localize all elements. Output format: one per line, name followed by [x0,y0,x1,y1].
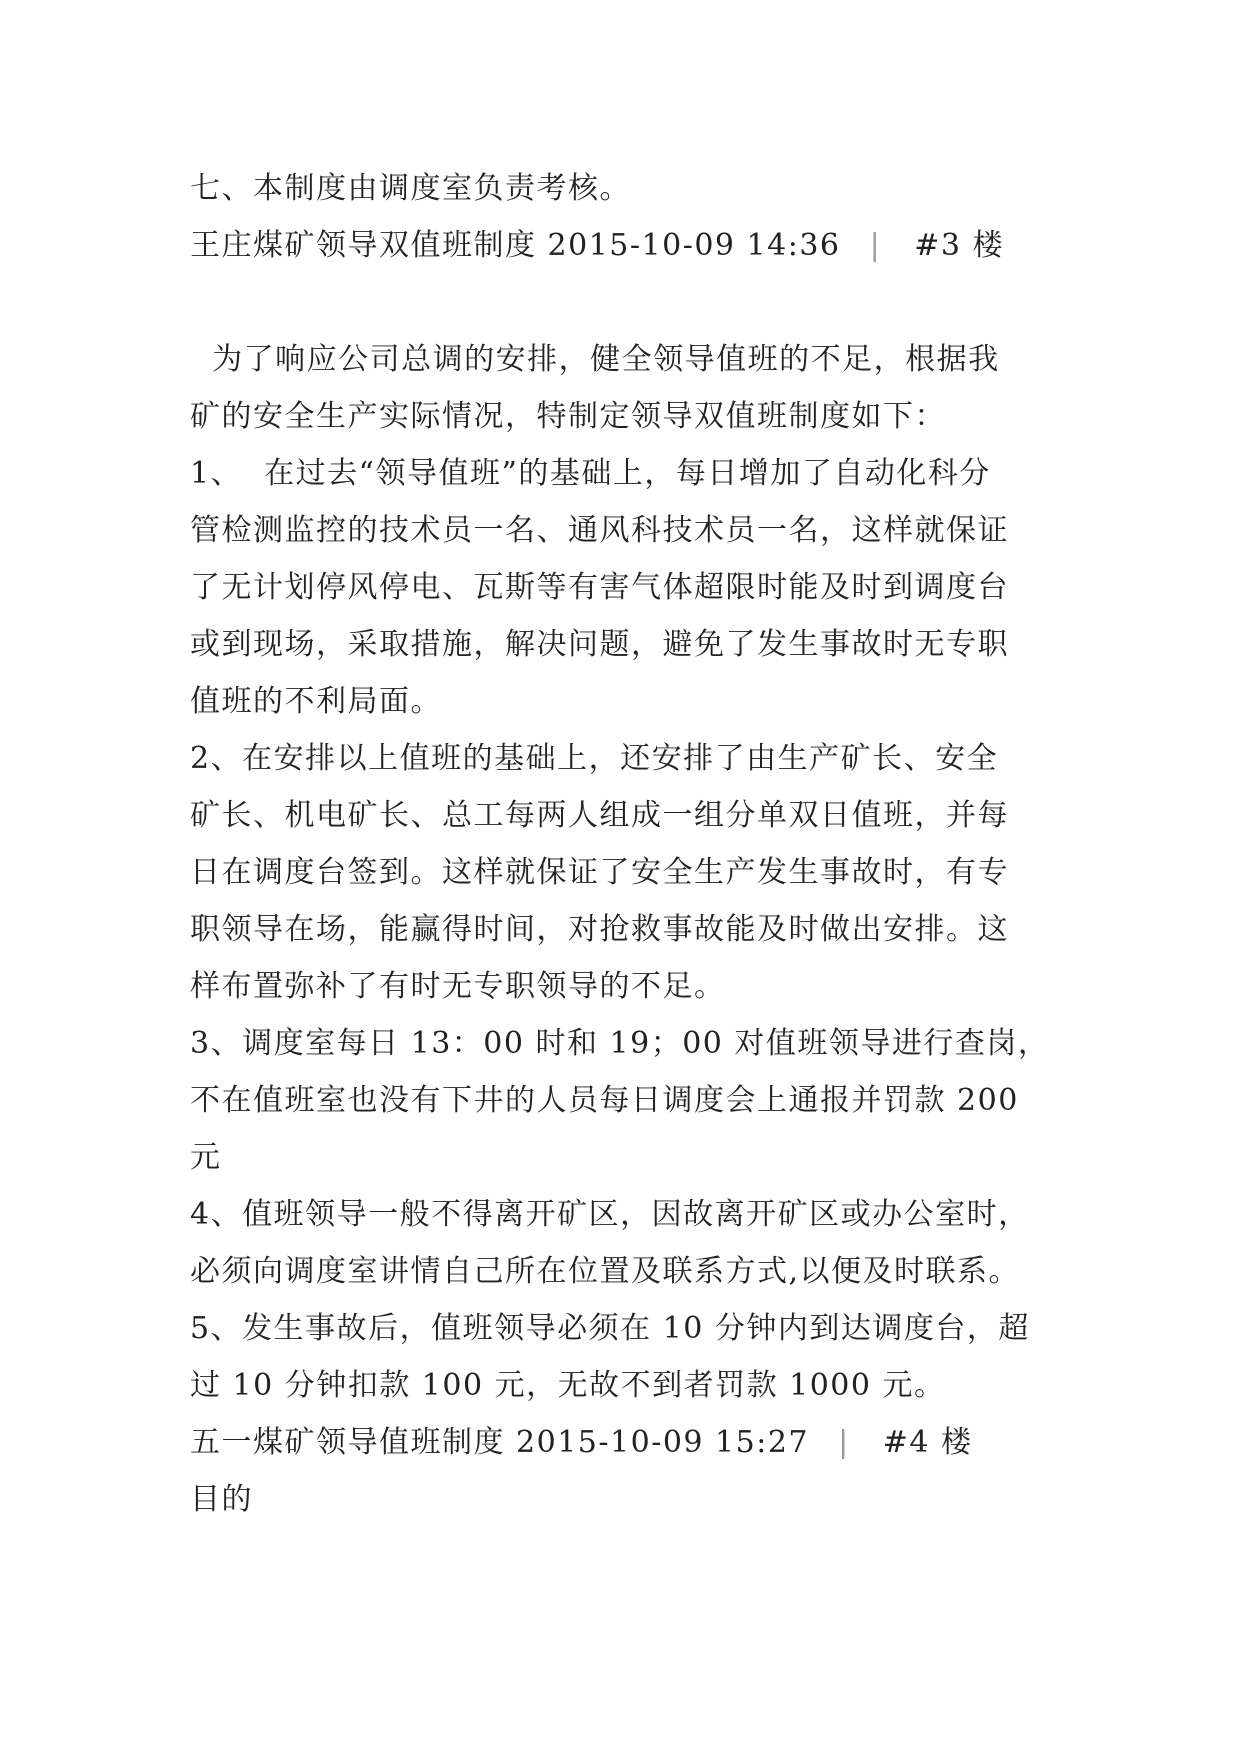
post-4-header [190,1414,1060,1471]
body-line: 日在调度台签到。这样就保证了安全生产发生事故时，有专 [190,855,1009,890]
rule-seven-line: 七、本制度由调度室负责考核。 [190,171,631,206]
body-line: 管检测监控的技术员一名、通风科技术员一名，这样就保证 [190,513,1009,548]
body-line: 2、在安排以上值班的基础上，还安排了由生产矿长、安全 [190,741,999,776]
body-line: 矿的安全生产实际情况，特制定领导双值班制度如下： [190,399,946,434]
body-line: 5、发生事故后，值班领导必须在 10 分钟内到达调度台，超 [190,1311,1030,1346]
body-line: 过 10 分钟扣款 100 元，无故不到者罚款 1000 元。 [190,1368,946,1403]
body-line: 值班的不利局面。 [190,684,442,719]
post-4-timestamp: 2015-10-09 15:27 [516,1425,810,1460]
post-4-floor-link[interactable]: #4 楼 [882,1425,973,1460]
body-line: 职领导在场，能赢得时间，对抢救事故能及时做出安排。这 [190,912,1009,947]
body-line: 不在值班室也没有下井的人员每日调度会上通报并罚款 200 [190,1083,1019,1118]
purpose-heading: 目的 [190,1482,253,1517]
post-3-header [190,217,1060,274]
document-page [190,160,1060,1528]
body-line: 元 [190,1140,222,1175]
post-3-title: 王庄煤矿领导双值班制度 [190,228,537,263]
post-4-separator: | [838,1425,850,1460]
post-3-floor-link[interactable]: #3 楼 [914,228,1004,263]
post-3-body [190,331,1060,1414]
post-3-timestamp: 2015-10-09 14:36 [547,228,841,263]
post-4-title: 五一煤矿领导值班制度 [190,1425,505,1460]
body-line: 4、值班领导一般不得离开矿区，因故离开矿区或办公室时， [190,1197,1030,1232]
body-line: 为了响应公司总调的安排，健全领导值班的不足，根据我 [190,342,1000,377]
body-line: 矿长、机电矿长、总工每两人组成一组分单双日值班，并每 [190,798,1009,833]
body-line: 了无计划停风停电、瓦斯等有害气体超限时能及时到调度台 [190,570,1009,605]
body-line: 或到现场，采取措施，解决问题，避免了发生事故时无专职 [190,627,1009,662]
body-line: 样布置弥补了有时无专职领导的不足。 [190,969,726,1004]
body-line: 必须向调度室讲情自己所在位置及联系方式,以便及时联系。 [190,1254,1021,1289]
blank-line [190,274,1060,331]
body-line: 3、调度室每日 13：00 时和 19；00 对值班领导进行查岗， [190,1026,1050,1061]
body-line: 1、 在过去“领导值班”的基础上，每日增加了自动化科分 [190,456,991,491]
post-3-separator: | [869,228,882,263]
